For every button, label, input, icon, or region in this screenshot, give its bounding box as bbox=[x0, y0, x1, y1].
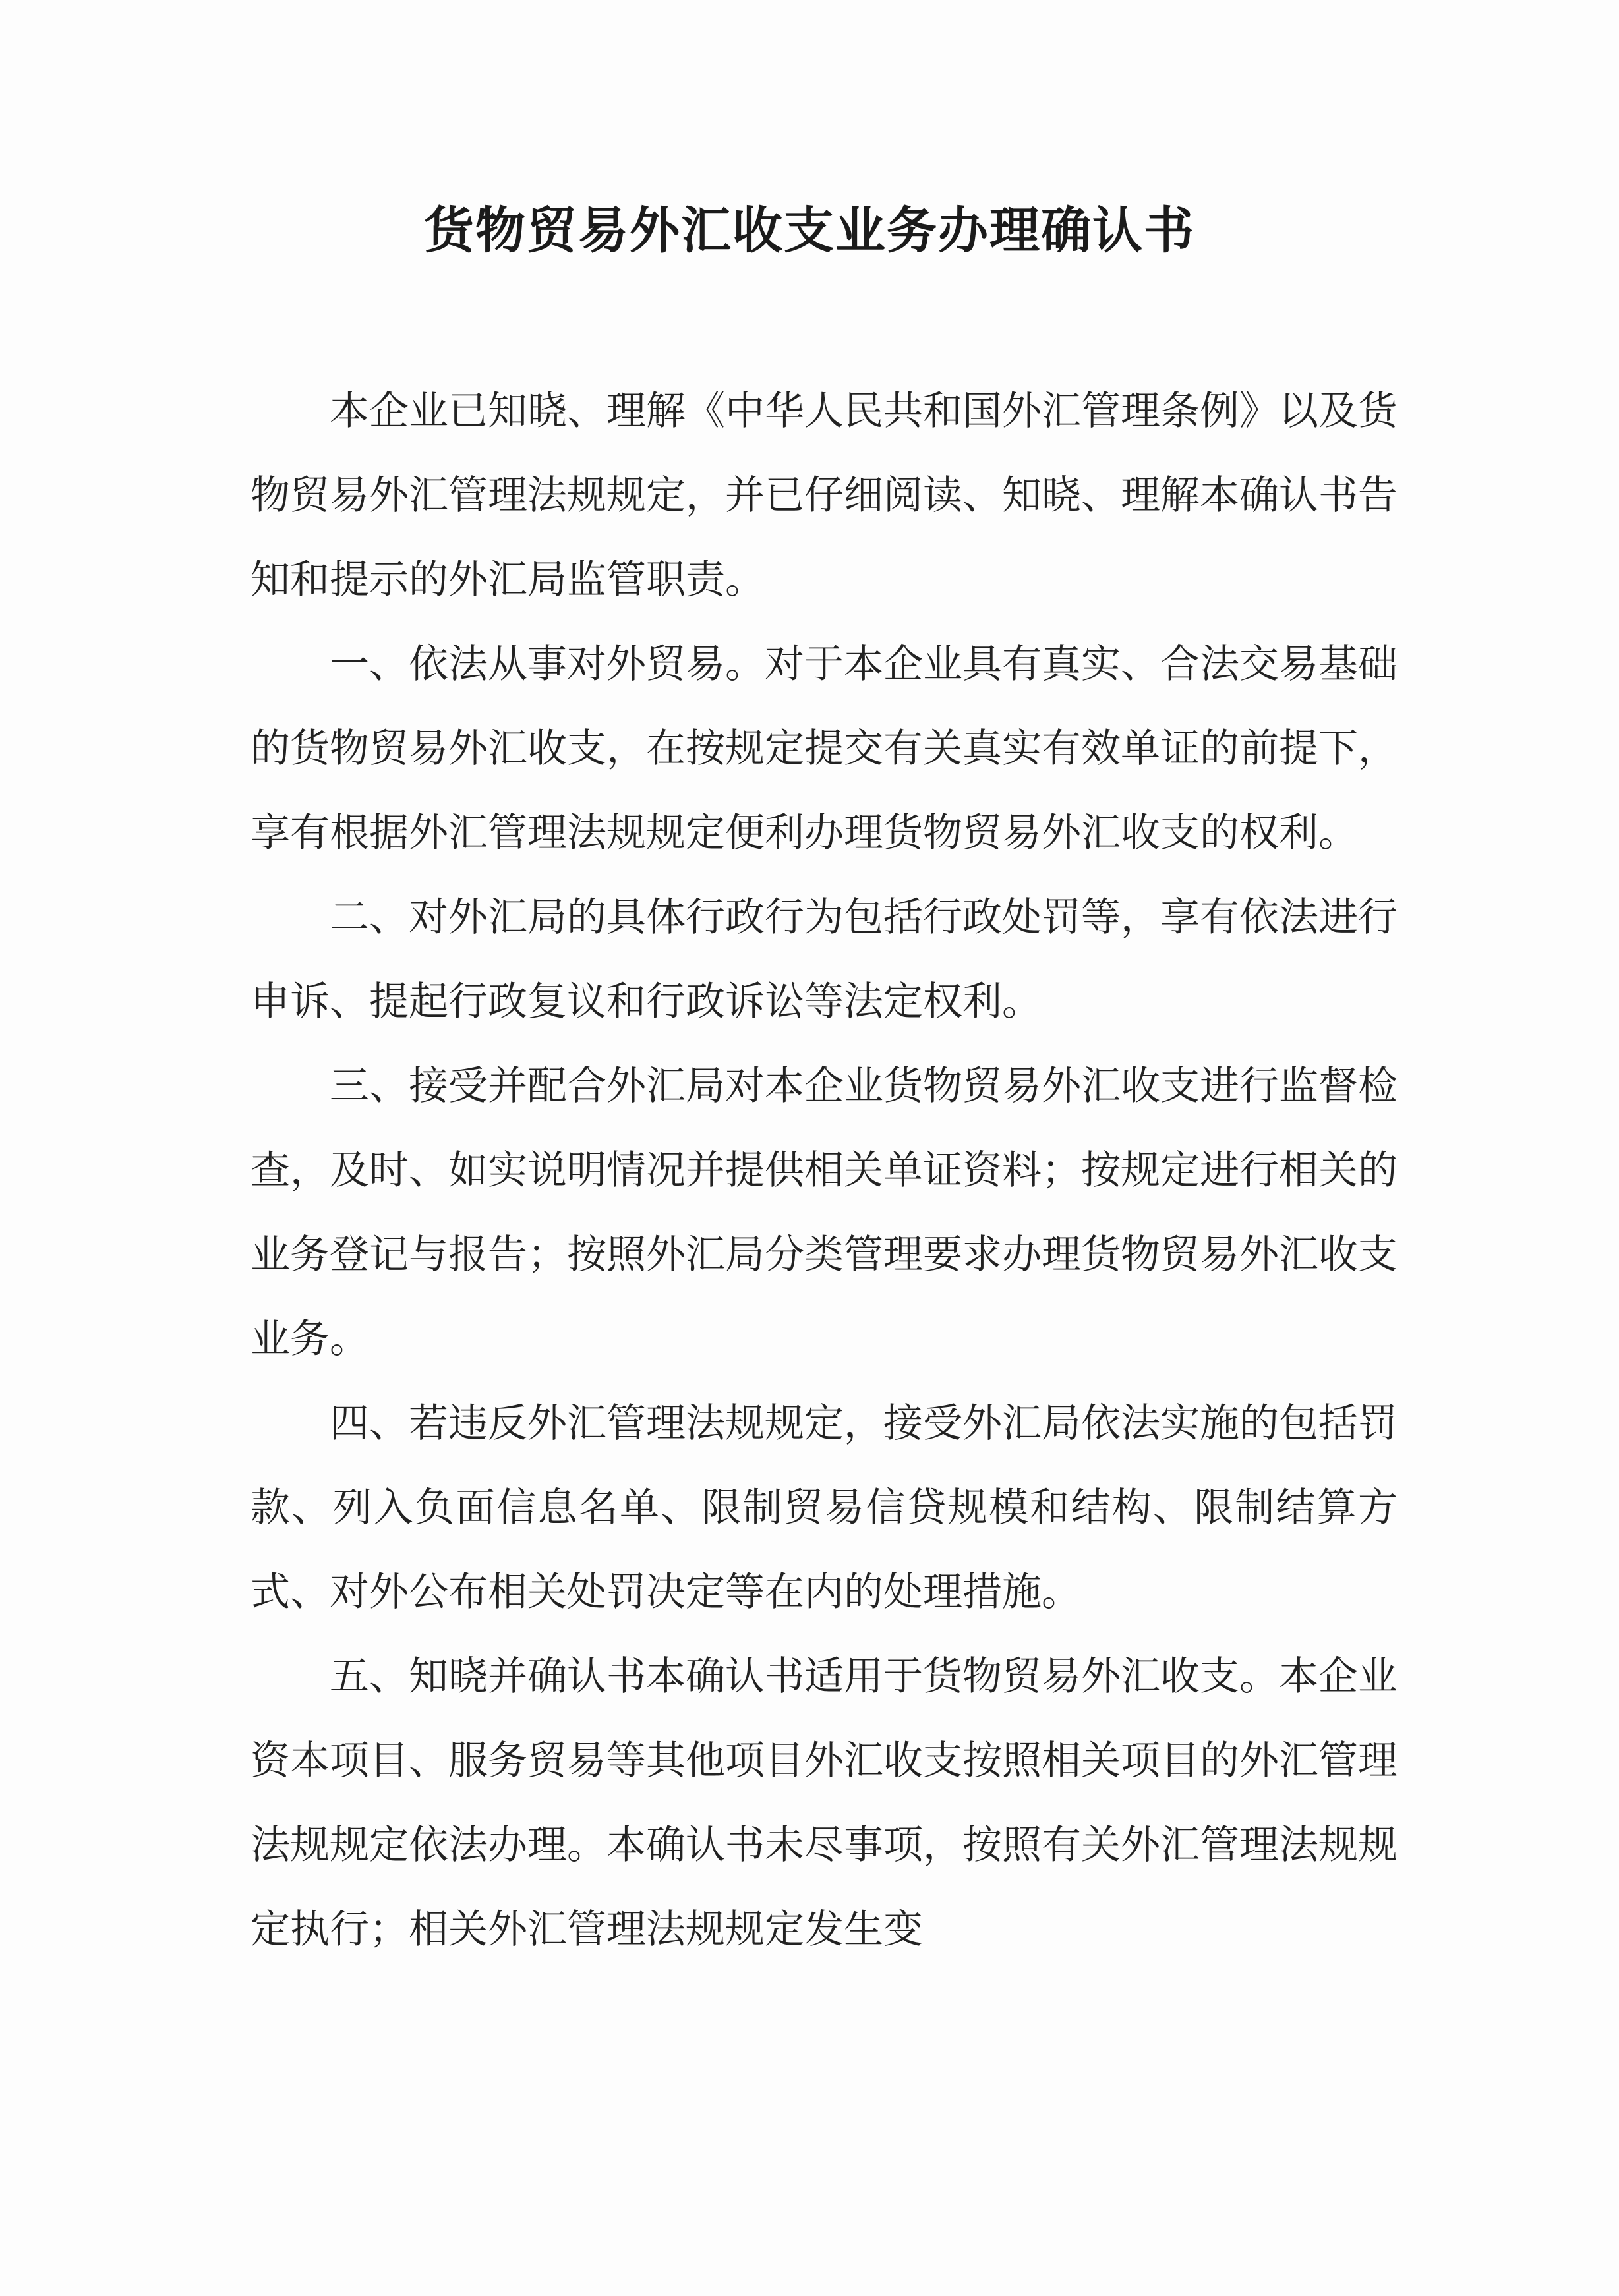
paragraph-intro: 本企业已知晓、理解《中华人民共和国外汇管理条例》以及货物贸易外汇管理法规规定，并已仔细阅读、知晓、理解本确认书告知和提示的外汇局监管职责。 bbox=[250, 388, 1398, 603]
paragraph-clause-3: 三、接受并配合外汇局对本企业货物贸易外汇收支进行监督检查，及时、如实说明情况并提供相关单证资料；按规定进行相关的业务登记与报告；按照外汇局分类管理要求办理货物贸易外汇收支业务。 bbox=[250, 1063, 1398, 1362]
paragraph-clause-5: 五、知晓并确认书本确认书适用于货物贸易外汇收支。本企业资本项目、服务贸易等其他项目外汇收支按照相关项目的外汇管理法规规定依法办理。本确认书未尽事项，按照有关外汇管理法规规定执行；相关外汇管理法规规定发生变 bbox=[250, 1653, 1398, 1953]
paragraph-clause-4: 四、若违反外汇管理法规规定，接受外汇局依法实施的包括罚款、列入负面信息名单、限制贸易信贷规模和结构、限制结算方式、对外公布相关处罚决定等在内的处理措施。 bbox=[250, 1400, 1398, 1615]
paragraph-clause-1: 一、依法从事对外贸易。对于本企业具有真实、合法交易基础的货物贸易外汇收支，在按规定提交有关真实有效单证的前提下，享有根据外汇管理法规规定便利办理货物贸易外汇收支的权利。 bbox=[250, 641, 1398, 856]
document-body bbox=[250, 369, 1398, 1972]
document-title: 货物贸易外汇收支业务办理确认书 bbox=[424, 201, 1195, 260]
paragraph-clause-2: 二、对外汇局的具体行政行为包括行政处罚等，享有依法进行申诉、提起行政复议和行政诉讼等法定权利。 bbox=[250, 894, 1398, 1025]
